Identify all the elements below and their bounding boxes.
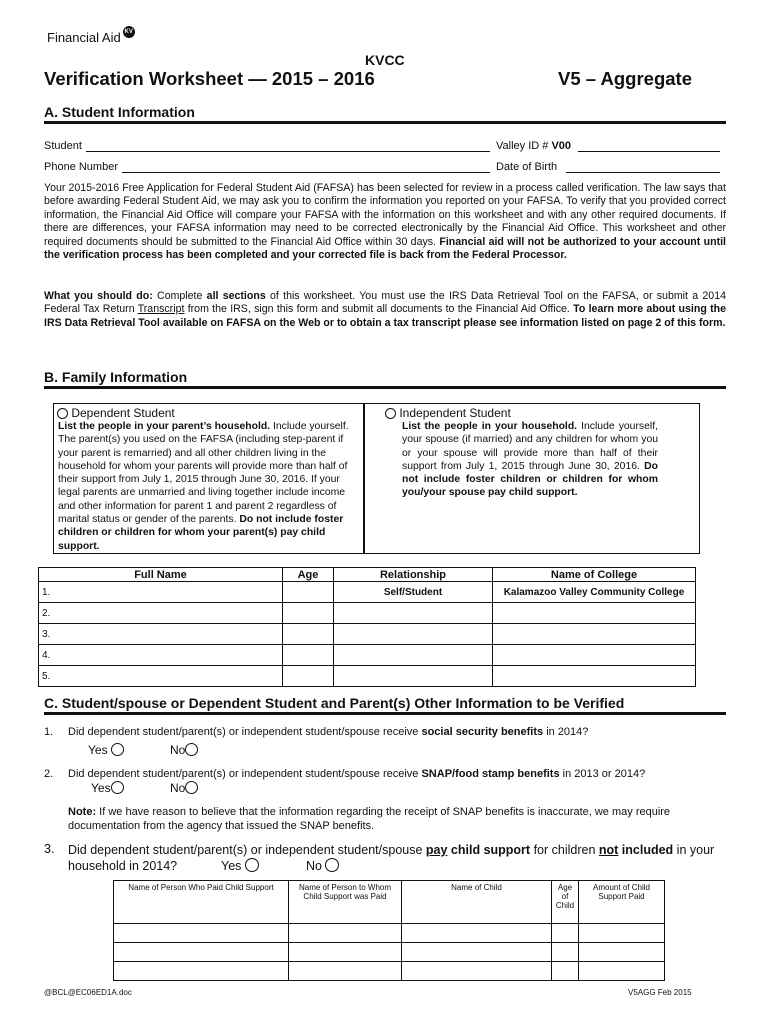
logo-badge: KV (123, 26, 135, 38)
q1-yes-radio[interactable] (111, 743, 124, 756)
age-cell[interactable] (283, 603, 334, 624)
q1-text-a: Did dependent student/parent(s) or independent student/spouse receive (68, 726, 422, 738)
q2-no-radio[interactable] (185, 781, 198, 794)
section-c-heading: C. Student/spouse or Dependent Student and Parent(s) Other Information to be Verified (44, 695, 625, 711)
q1-no-option[interactable] (170, 743, 198, 757)
instructions-learn-more: To learn more about using the IRS Data Retrieval Tool available on FAFSA on the Web or to obtain a tax transcript please see information listed on page 2 of this form. (44, 303, 726, 329)
q2-number: 2. (44, 768, 54, 780)
col-payee: Name of Person to Whom Child Support was Paid (289, 881, 402, 924)
independent-option[interactable] (385, 406, 511, 420)
valley-id-prefix: V00 (551, 140, 572, 152)
col-college: Name of College (493, 568, 696, 582)
instructions-paragraph (44, 290, 726, 330)
q2-text (68, 768, 645, 780)
dependent-text: Include yourself. The parent(s) you used on the FAFSA (including step-parent if your parent is remarried) and all other children living in the household for whom your parents will provide more than half of their support from July 1, 2015 through June 30, 2016. If your legal parents are unmarried and living together include income and other information for parent 1 and parent 2 regardless of marital status or gender of the parents. (58, 421, 349, 526)
q1-yes-option[interactable] (88, 743, 124, 757)
phone-field[interactable] (122, 172, 490, 173)
q2-bold: SNAP/food stamp benefits (421, 768, 560, 780)
phone-label: Phone Number (44, 161, 118, 173)
q1-number: 1. (44, 726, 54, 738)
relationship-cell[interactable] (334, 666, 493, 687)
dob-field[interactable] (566, 172, 720, 173)
row-number: 3. (39, 624, 283, 645)
verification-paragraph (44, 182, 726, 262)
col-relationship: Relationship (334, 568, 493, 582)
student-label: Student (44, 140, 82, 152)
snap-note (68, 805, 698, 833)
college-cell[interactable] (493, 645, 696, 666)
q3-text-c: for children (530, 843, 599, 857)
valley-id-field[interactable] (578, 151, 720, 152)
dob-label: Date of Birth (496, 161, 558, 173)
col-full-name: Full Name (39, 568, 283, 582)
q3-no-label: No (306, 859, 322, 873)
footer-doc-id: @BCL@EC06ED1A.doc (44, 988, 132, 997)
child-support-table (113, 880, 665, 981)
instructions-text-c: of this worksheet. You must use the IRS Data Retrieval Tool on the FAFSA, or submit a 2014 Federal Tax Return (44, 290, 726, 316)
col-age: Age (283, 568, 334, 582)
family-table (38, 567, 696, 687)
independent-instructions (402, 420, 658, 500)
age-cell[interactable] (283, 645, 334, 666)
col-payer: Name of Person Who Paid Child Support (114, 881, 289, 924)
q2-text-b: in 2013 or 2014? (559, 768, 646, 780)
row-number: 1. (39, 582, 283, 603)
independent-lead: List the people in your household. (402, 421, 578, 432)
q3-included: included (618, 843, 674, 857)
q1-bold: social security benefits (421, 726, 544, 738)
q2-text-a: Did dependent student/parent(s) or independent student/spouse receive (68, 768, 422, 780)
independent-exclusion: Do not include foster children or children for whom you/your spouse pay child support. (402, 460, 658, 499)
dependent-exclusion: Do not include foster children or children for whom your parent(s) pay child support. (58, 514, 344, 552)
age-cell[interactable] (283, 666, 334, 687)
college-cell[interactable] (493, 624, 696, 645)
age-cell[interactable] (283, 624, 334, 645)
q2-no-label: No (170, 781, 186, 795)
q2-no-option[interactable] (170, 781, 198, 795)
row-number: 2. (39, 603, 283, 624)
q3-yes-radio[interactable] (245, 858, 259, 872)
college-cell: Kalamazoo Valley Community College (493, 582, 696, 603)
verification-warning: Financial aid will not be authorized to your account until the verification process has been completed and your corrected file is back from the Federal Processor. (44, 235, 726, 262)
note-label: Note: (68, 806, 97, 818)
dependent-lead: List the people in your parent’s household. (58, 421, 271, 432)
col-child-name: Name of Child (402, 881, 552, 924)
q3-text (68, 842, 728, 874)
independent-radio[interactable] (385, 408, 396, 419)
q3-yes-label: Yes (221, 859, 242, 873)
footer-version: V5AGG Feb 2015 (628, 988, 692, 997)
version-label: V5 – Aggregate (558, 68, 692, 89)
college-cell[interactable] (493, 666, 696, 687)
row-number: 4. (39, 645, 283, 666)
family-table-header (39, 568, 696, 582)
dependent-radio[interactable] (57, 408, 68, 419)
table-row[interactable] (39, 666, 696, 687)
table-row[interactable] (39, 582, 696, 603)
page-title: Verification Worksheet — 2015 – 2016 (44, 68, 375, 89)
relationship-cell[interactable] (334, 645, 493, 666)
q1-text (68, 726, 588, 738)
valley-id-label-text: Valley ID # (496, 140, 549, 152)
relationship-cell[interactable] (334, 624, 493, 645)
q1-no-label: No (170, 743, 186, 757)
relationship-cell: Self/Student (334, 582, 493, 603)
q3-number: 3. (44, 842, 55, 856)
section-b-heading: B. Family Information (44, 369, 188, 385)
q2-yes-option[interactable] (91, 781, 124, 795)
q3-text-e: in your household in 2014? (68, 843, 715, 873)
col-child-age: Age of Child (552, 881, 579, 924)
table-row[interactable] (114, 962, 665, 981)
q2-yes-radio[interactable] (111, 781, 124, 794)
independent-text: Include yourself, your spouse (if married) and any children for whom you or your spouse will provide more than half of their support from July 1, 2015 through June 30, 2016. (402, 421, 658, 472)
q3-no-radio[interactable] (325, 858, 339, 872)
q3-pay: pay (425, 843, 448, 857)
table-row[interactable] (39, 603, 696, 624)
q1-no-radio[interactable] (185, 743, 198, 756)
independent-title: Independent Student (399, 406, 511, 420)
note-text: If we have reason to believe that the information regarding the receipt of SNAP benefits is inaccurate, we may require documentation from the agency that issued the SNAP benefits. (68, 806, 671, 832)
q3-text-a: Did dependent student/parent(s) or independent student/spouse (68, 843, 426, 857)
table-row[interactable] (114, 924, 665, 943)
relationship-cell[interactable] (334, 603, 493, 624)
table-row[interactable] (114, 943, 665, 962)
section-a-rule (44, 121, 726, 124)
table-row[interactable] (39, 624, 696, 645)
dependent-instructions (58, 420, 360, 553)
school-name: KVCC (365, 52, 405, 68)
dependent-option[interactable] (57, 406, 175, 420)
q1-yes-label: Yes (88, 743, 108, 757)
transcript-link[interactable]: Transcript (137, 303, 185, 316)
col-amount: Amount of Child Support Paid (579, 881, 665, 924)
age-cell[interactable] (283, 582, 334, 603)
section-a-heading: A. Student Information (44, 104, 195, 120)
table-row[interactable] (39, 645, 696, 666)
q1-text-b: in 2014? (543, 726, 589, 738)
instructions-text-d: from the IRS, sign this form and submit all documents to the Financial Aid Office. (184, 303, 574, 316)
q3-no-option[interactable] (306, 858, 339, 873)
logo-text: Financial Aid (47, 30, 121, 45)
q3-not: not (598, 843, 619, 857)
row-number: 5. (39, 666, 283, 687)
instructions-all-sections: all sections (206, 290, 266, 302)
valley-id-label (496, 140, 571, 152)
dependent-title: Dependent Student (71, 406, 175, 420)
section-b-rule (44, 386, 726, 389)
instructions-text-a: Complete (152, 290, 207, 302)
section-c-rule (44, 712, 726, 715)
q2-yes-label: Yes (91, 781, 111, 795)
q3-child-support: child support (447, 843, 531, 857)
q3-yes-option[interactable] (221, 858, 259, 873)
college-cell[interactable] (493, 603, 696, 624)
student-field[interactable] (86, 151, 490, 152)
child-support-header (114, 881, 665, 924)
verification-text: Your 2015-2016 Free Application for Federal Student Aid (FAFSA) has been selected for review in a process called verification. The law says that before awarding Federal Student Aid, we may ask you to confirm the information you reported on your FAFSA. To verify that you provided correct information, the Financial Aid Office will compare your FAFSA with the information on this worksheet and with any other required documents. If there are differences, your FAFSA information may need to be corrected electronically by the Financial Aid Office. This worksheet and other required documents should be submitted to the Financial Aid Office within 30 days. (44, 182, 726, 248)
instructions-lead: What you should do: (44, 290, 153, 302)
financial-aid-logo (47, 30, 135, 45)
